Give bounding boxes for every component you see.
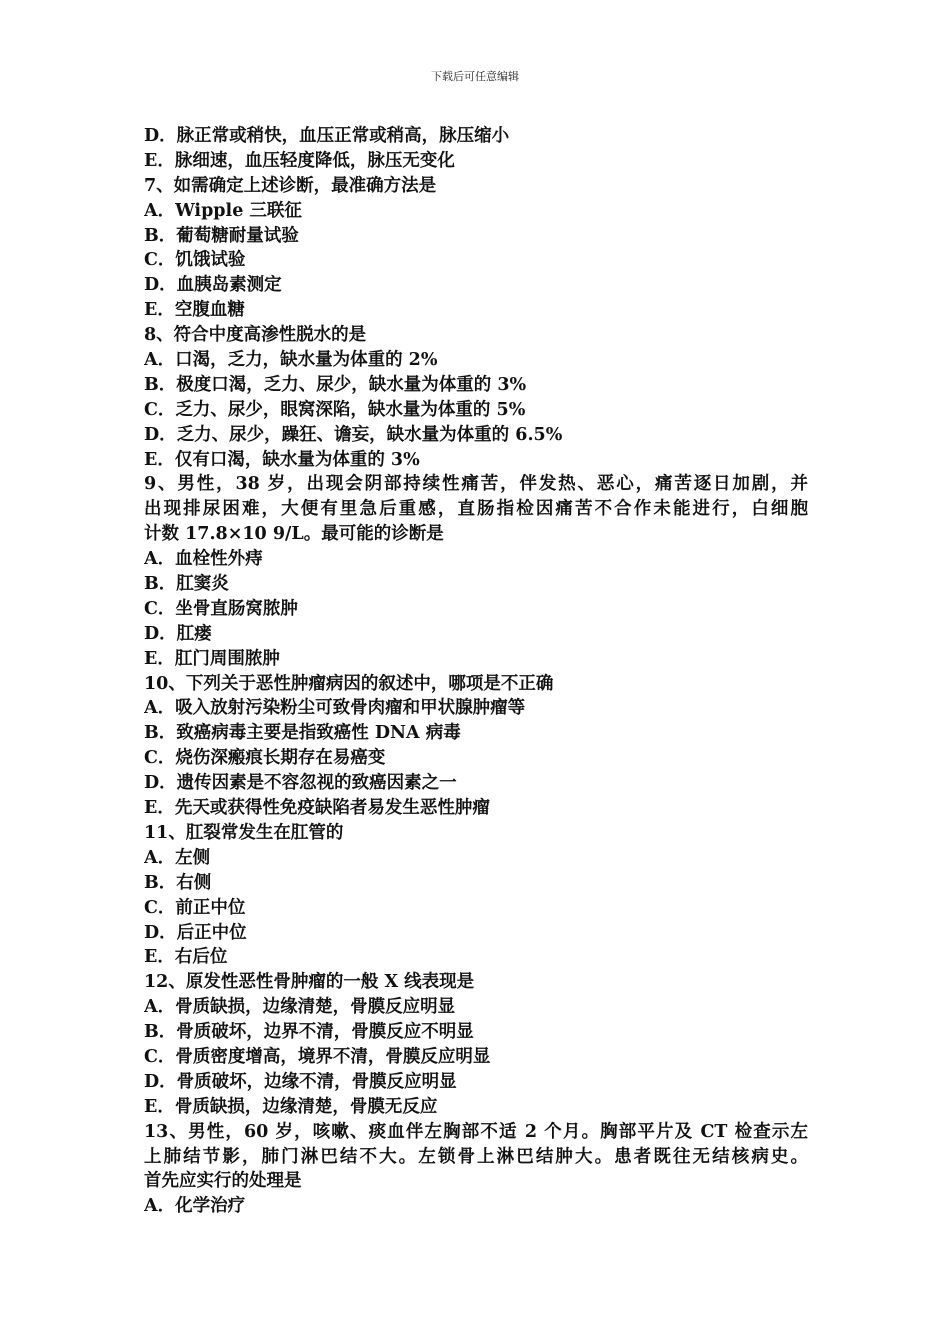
answer-option: B．骨质破坏，边界不清，骨膜反应不明显 [144, 1022, 474, 1043]
answer-option: A．口渴，乏力，缺水量为体重的 2% [144, 350, 438, 371]
question-text: 上肺结节影，肺门淋巴结不大。左锁骨上淋巴结肿大。患者既往无结核病史。 [144, 1146, 808, 1167]
answer-option: C．烧伤深瘢痕长期存在易癌变 [144, 748, 386, 769]
answer-option: E．右后位 [144, 947, 228, 968]
question-text: 9、男性，38 岁，出现会阴部持续性痛苦，伴发热、恶心，痛苦逐日加剧，并 [144, 474, 808, 495]
answer-option: E．空腹血糖 [144, 300, 245, 321]
answer-option: D．脉正常或稍快，血压正常或稍高，脉压缩小 [144, 126, 510, 146]
answer-option: D．肛瘘 [144, 623, 212, 644]
answer-option: B．极度口渴，乏力、尿少，缺水量为体重的 3% [144, 374, 527, 395]
answer-option: D．血胰岛素测定 [144, 275, 282, 296]
answer-option: E．骨质缺损，边缘清楚，骨膜无反应 [144, 1096, 438, 1117]
answer-option: A．Wipple 三联征 [144, 200, 302, 221]
answer-option: A．左侧 [144, 847, 211, 868]
question-text: 首先应实行的处理是 [144, 1171, 302, 1192]
answer-option: E．仅有口渴，缺水量为体重的 3% [144, 449, 420, 470]
question-text: 8、符合中度高渗性脱水的是 [144, 325, 367, 346]
answer-option: D．遗传因素是不容忽视的致癌因素之一 [144, 773, 457, 794]
answer-option: E．先天或获得性免疫缺陷者易发生恶性肿瘤 [144, 798, 490, 819]
answer-option: B．肛窦炎 [144, 574, 229, 595]
question-text: 12、原发性恶性骨肿瘤的一般 X 线表现是 [144, 972, 475, 993]
answer-option: D．骨质破坏，边缘不清，骨膜反应明显 [144, 1071, 457, 1092]
answer-option: D．后正中位 [144, 922, 247, 943]
question-text: 11、肛裂常发生在肛管的 [144, 822, 344, 843]
answer-option: B．右侧 [144, 872, 212, 893]
answer-option: C．坐骨直肠窝脓肿 [144, 598, 298, 619]
answer-option: A．骨质缺损，边缘清楚，骨膜反应明显 [144, 997, 456, 1018]
answer-option: E．肛门周围脓肿 [144, 648, 280, 669]
question-text: 出现排尿困难，大便有里急后重感，直肠指检因痛苦不合作未能进行，白细胞 [144, 499, 808, 520]
page-header: 下载后可任意编辑 [431, 70, 519, 83]
question-text: 7、如需确定上述诊断，最准确方法是 [144, 175, 437, 196]
answer-option: E．脉细速，血压轻度降低，脉压无变化 [144, 150, 455, 171]
question-text: 10、下列关于恶性肿瘤病因的叙述中，哪项是不正确 [144, 673, 554, 694]
answer-option: A．吸入放射污染粉尘可致骨肉瘤和甲状腺肿瘤等 [144, 698, 526, 719]
document-body [144, 124, 808, 1219]
answer-option: D．乏力、尿少，躁狂、谵妄，缺水量为体重的 6.5% [144, 424, 563, 445]
answer-option: A．血栓性外痔 [144, 549, 263, 570]
answer-option: C．饥饿试验 [144, 250, 246, 271]
question-text: 13、男性，60 岁，咳嗽、痰血伴左胸部不适 2 个月。胸部平片及 CT 检查示左 [144, 1121, 808, 1142]
answer-option: C．骨质密度增高，境界不清，骨膜反应明显 [144, 1046, 491, 1067]
answer-option: A．化学治疗 [144, 1196, 246, 1217]
answer-option: B．葡萄糖耐量试验 [144, 225, 299, 246]
answer-option: C．前正中位 [144, 897, 246, 918]
answer-option: C．乏力、尿少，眼窝深陷，缺水量为体重的 5% [144, 399, 526, 420]
answer-option: B．致癌病毒主要是指致癌性 DNA 病毒 [144, 723, 461, 744]
question-text: 计数 17.8×10 9/L。最可能的诊断是 [144, 524, 444, 545]
